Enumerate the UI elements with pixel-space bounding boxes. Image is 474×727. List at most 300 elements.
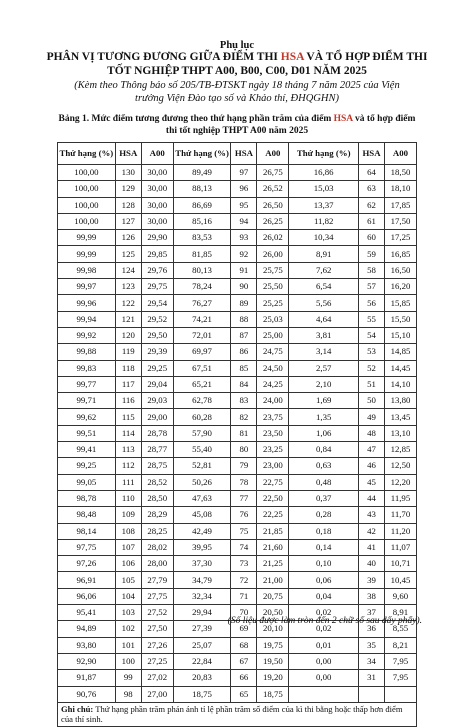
table-cell: 8,21: [384, 637, 416, 653]
table-cell: [384, 686, 416, 702]
table-cell: 24,75: [257, 344, 289, 360]
table-cell: 18,50: [384, 165, 416, 181]
table-cell: 68: [231, 637, 257, 653]
header-rank-1: Thứ hạng (%): [58, 143, 116, 165]
table-cell: 30,00: [141, 197, 173, 213]
table-cell: 12,50: [384, 458, 416, 474]
table-cell: 29,85: [141, 246, 173, 262]
table-row: [58, 165, 417, 181]
table-cell: 3,14: [289, 344, 359, 360]
title-hsa: HSA: [280, 51, 304, 63]
table-cell: 99,51: [58, 425, 116, 441]
table-cell: 21,60: [257, 539, 289, 555]
table-cell: 16,85: [384, 246, 416, 262]
table-row: [58, 572, 417, 588]
table-row: [58, 393, 417, 409]
table-cell: 62: [359, 197, 385, 213]
table-cell: 30,00: [141, 213, 173, 229]
table-cell: 15,85: [384, 295, 416, 311]
table-cell: 67: [231, 653, 257, 669]
table-cell: 92,90: [58, 653, 116, 669]
table-cell: 107: [115, 539, 141, 555]
table-row: [58, 181, 417, 197]
table-cell: 34: [359, 653, 385, 669]
table-row: [58, 213, 417, 229]
table-cell: 45: [359, 474, 385, 490]
table-cell: 39: [359, 572, 385, 588]
table-cell: 14,10: [384, 376, 416, 392]
table-row: [58, 295, 417, 311]
table-cell: 1,69: [289, 393, 359, 409]
table-cell: 74,21: [173, 311, 231, 327]
table-cell: 97: [231, 165, 257, 181]
table-cell: 99,97: [58, 279, 116, 295]
table-cell: 15,10: [384, 327, 416, 343]
table-cell: 74: [231, 539, 257, 555]
table-cell: 28,25: [141, 523, 173, 539]
table-cell: 18,75: [173, 686, 231, 702]
header-rank-2: Thứ hạng (%): [173, 143, 231, 165]
table-cell: 79: [231, 458, 257, 474]
header-rank-3: Thứ hạng (%): [289, 143, 359, 165]
table-cell: 11,95: [384, 490, 416, 506]
table-cell: 57: [359, 279, 385, 295]
table-cell: 5,56: [289, 295, 359, 311]
table-cell: 29,54: [141, 295, 173, 311]
table-cell: 37,30: [173, 556, 231, 572]
table-cell: 65: [231, 686, 257, 702]
table-cell: 119: [115, 344, 141, 360]
table-cell: 0,48: [289, 474, 359, 490]
table-row: [58, 262, 417, 278]
table-cell: 25,07: [173, 637, 231, 653]
table-cell: 11,07: [384, 539, 416, 555]
table-cell: 99,92: [58, 327, 116, 343]
table-cell: 28,77: [141, 442, 173, 458]
table-cell: 7,95: [384, 653, 416, 669]
table-cell: 15,03: [289, 181, 359, 197]
table-cell: 57,90: [173, 425, 231, 441]
table-cell: 99,98: [58, 262, 116, 278]
title-part2: VÀ TỔ HỢP ĐIỂM THI TỐT NGHIỆP THPT A00, B00, C00, D01 NĂM 2025: [107, 51, 428, 77]
table-cell: 95,41: [58, 605, 116, 621]
table-cell: 28,00: [141, 556, 173, 572]
table-cell: 0,14: [289, 539, 359, 555]
table-cell: 89,49: [173, 165, 231, 181]
table-cell: 0,00: [289, 670, 359, 686]
table-cell: 20,50: [257, 605, 289, 621]
table-row: [58, 637, 417, 653]
table-cell: 23,00: [257, 458, 289, 474]
table-cell: 115: [115, 409, 141, 425]
table-cell: 2,10: [289, 376, 359, 392]
table-row: [58, 490, 417, 506]
table-cell: 25,75: [257, 262, 289, 278]
table-cell: 46: [359, 458, 385, 474]
appendix-label: Phụ lục: [219, 40, 255, 51]
table-cell: 7,95: [384, 670, 416, 686]
table-cell: 96,91: [58, 572, 116, 588]
table-cell: 16,86: [289, 165, 359, 181]
table-cell: 27,26: [141, 637, 173, 653]
table-cell: 54: [359, 327, 385, 343]
table-cell: 0,01: [289, 637, 359, 653]
table-cell: 27,52: [141, 605, 173, 621]
table-cell: 0,06: [289, 572, 359, 588]
table-cell: 16,50: [384, 262, 416, 278]
table-cell: 28,78: [141, 425, 173, 441]
table-cell: 62,78: [173, 393, 231, 409]
table-cell: 28,75: [141, 458, 173, 474]
table-cell: 0,84: [289, 442, 359, 458]
table-cell: 61: [359, 213, 385, 229]
table-cell: 91,87: [58, 670, 116, 686]
table-cell: 13,37: [289, 197, 359, 213]
table-cell: 55: [359, 311, 385, 327]
table-cell: 94,89: [58, 621, 116, 637]
table-cell: 0,02: [289, 621, 359, 637]
table-cell: 25,25: [257, 295, 289, 311]
table-cell: 26,00: [257, 246, 289, 262]
table-cell: 28,29: [141, 507, 173, 523]
table-cell: 99,83: [58, 360, 116, 376]
table-cell: 99: [115, 670, 141, 686]
table-cell: 71: [231, 588, 257, 604]
table-cell: 99,77: [58, 376, 116, 392]
table-cell: 70: [231, 605, 257, 621]
table-cell: 100,00: [58, 213, 116, 229]
table-cell: 48: [359, 425, 385, 441]
table-cell: 32,34: [173, 588, 231, 604]
table-cell: 29,75: [141, 279, 173, 295]
table-cell: 21,85: [257, 523, 289, 539]
table-cell: 127: [115, 213, 141, 229]
table-cell: 116: [115, 393, 141, 409]
table-row: [58, 523, 417, 539]
table-cell: 103: [115, 605, 141, 621]
table-row: [58, 230, 417, 246]
table-row: [58, 458, 417, 474]
table-cell: 60: [359, 230, 385, 246]
table-cell: 99,62: [58, 409, 116, 425]
table-cell: 118: [115, 360, 141, 376]
table-cell: 35: [359, 637, 385, 653]
table-cell: 99,88: [58, 344, 116, 360]
table-cell: 45,08: [173, 507, 231, 523]
table-cell: 82: [231, 409, 257, 425]
table-cell: 91: [231, 262, 257, 278]
table-cell: 58: [359, 262, 385, 278]
table-cell: 44: [359, 490, 385, 506]
footnote: (Số liệu được làm tròn đến 2 chữ số sau dấy phẩy).: [227, 616, 422, 626]
table-cell: 85,16: [173, 213, 231, 229]
table-row: [58, 539, 417, 555]
table-cell: 117: [115, 376, 141, 392]
table-cell: 18,75: [257, 686, 289, 702]
table-cell: 19,20: [257, 670, 289, 686]
table-cell: 55,40: [173, 442, 231, 458]
table-row: [58, 360, 417, 376]
table-cell: 0,04: [289, 588, 359, 604]
table-title-part2: và tổ hợp điểm thi tốt nghiệp THPT A00 năm 2025: [165, 114, 416, 136]
table-cell: 29,39: [141, 344, 173, 360]
table-cell: 13,80: [384, 393, 416, 409]
note-text: Thứ hạng phần trăm phản ánh tỉ lệ phần trăm số điểm của kì thi bằng hoặc thấp hơn điểm của thí sinh.: [61, 703, 403, 725]
table-cell: 87: [231, 327, 257, 343]
table-cell: 114: [115, 425, 141, 441]
table-cell: 47: [359, 442, 385, 458]
table-row: [58, 474, 417, 490]
table-cell: 93,80: [58, 637, 116, 653]
table-cell: 110: [115, 490, 141, 506]
table-cell: 29,94: [173, 605, 231, 621]
table-cell: 78,24: [173, 279, 231, 295]
table-cell: 75: [231, 523, 257, 539]
table-cell: 53: [359, 344, 385, 360]
table-cell: 27,79: [141, 572, 173, 588]
table-cell: 28,02: [141, 539, 173, 555]
table-cell: 99,71: [58, 393, 116, 409]
table-cell: 17,50: [384, 213, 416, 229]
table-cell: 36: [359, 621, 385, 637]
table-cell: 28,52: [141, 474, 173, 490]
table-cell: 96,06: [58, 588, 116, 604]
table-cell: 128: [115, 197, 141, 213]
table-cell: 100,00: [58, 165, 116, 181]
table-cell: 29,00: [141, 409, 173, 425]
table-cell: 112: [115, 458, 141, 474]
table-cell: 124: [115, 262, 141, 278]
table-cell: 13,45: [384, 409, 416, 425]
table-cell: 20,10: [257, 621, 289, 637]
table-cell: 72,01: [173, 327, 231, 343]
table-cell: 19,50: [257, 653, 289, 669]
table-cell: 22,50: [257, 490, 289, 506]
table-cell: 104: [115, 588, 141, 604]
table-cell: 64: [359, 165, 385, 181]
table-cell: 59: [359, 246, 385, 262]
table-cell: 19,75: [257, 637, 289, 653]
table-cell: 24,50: [257, 360, 289, 376]
table-cell: 10,34: [289, 230, 359, 246]
table-cell: 125: [115, 246, 141, 262]
table-row: [58, 686, 417, 702]
table-cell: 29,52: [141, 311, 173, 327]
table-cell: 63: [359, 181, 385, 197]
table-cell: 67,51: [173, 360, 231, 376]
table-cell: 3,81: [289, 327, 359, 343]
table-cell: 88: [231, 311, 257, 327]
table-cell: 29,50: [141, 327, 173, 343]
table-cell: 37: [359, 605, 385, 621]
table-header-row: [58, 143, 417, 165]
table-cell: 109: [115, 507, 141, 523]
table-cell: 27,25: [141, 653, 173, 669]
table-cell: 95: [231, 197, 257, 213]
table-cell: 6,54: [289, 279, 359, 295]
table-cell: 98,14: [58, 523, 116, 539]
table-cell: 1,35: [289, 409, 359, 425]
table-cell: 56: [359, 295, 385, 311]
table-cell: 27,75: [141, 588, 173, 604]
table-cell: 14,85: [384, 344, 416, 360]
table-cell: 100,00: [58, 197, 116, 213]
table-cell: 78: [231, 474, 257, 490]
table-cell: 106: [115, 556, 141, 572]
table-cell: 0,18: [289, 523, 359, 539]
table-cell: 21,25: [257, 556, 289, 572]
table-cell: 92: [231, 246, 257, 262]
table-cell: 99,41: [58, 442, 116, 458]
table-cell: 97,26: [58, 556, 116, 572]
table-cell: 100: [115, 653, 141, 669]
table-cell: 25,50: [257, 279, 289, 295]
table-cell: 11,20: [384, 523, 416, 539]
table-cell: 13,10: [384, 425, 416, 441]
table-cell: 22,25: [257, 507, 289, 523]
table-cell: 41: [359, 539, 385, 555]
header-hsa-1: HSA: [115, 143, 141, 165]
percentile-table: [57, 142, 417, 727]
table-row: [58, 588, 417, 604]
table-cell: 30,00: [141, 165, 173, 181]
table-cell: 14,45: [384, 360, 416, 376]
table-cell: 28,50: [141, 490, 173, 506]
table-cell: 26,50: [257, 197, 289, 213]
table-cell: 25,00: [257, 327, 289, 343]
table-cell: 98: [115, 686, 141, 702]
table-cell: 81: [231, 425, 257, 441]
table-title: [55, 114, 419, 137]
table-cell: 29,76: [141, 262, 173, 278]
table-cell: 10,71: [384, 556, 416, 572]
table-cell: 15,50: [384, 311, 416, 327]
table-cell: 10,45: [384, 572, 416, 588]
table-cell: 102: [115, 621, 141, 637]
table-cell: 1,06: [289, 425, 359, 441]
table-cell: 0,37: [289, 490, 359, 506]
table-cell: 23,75: [257, 409, 289, 425]
table-cell: 0,10: [289, 556, 359, 572]
header-a00-1: A00: [141, 143, 173, 165]
table-cell: 51: [359, 376, 385, 392]
note-cell: [58, 702, 417, 726]
table-cell: 0,63: [289, 458, 359, 474]
note-row: [58, 702, 417, 726]
table-cell: 30,00: [141, 181, 173, 197]
table-cell: 80,13: [173, 262, 231, 278]
table-cell: 16,20: [384, 279, 416, 295]
table-cell: 0,28: [289, 507, 359, 523]
table-row: [58, 311, 417, 327]
table-row: [58, 344, 417, 360]
table-cell: 26,25: [257, 213, 289, 229]
table-cell: 25,03: [257, 311, 289, 327]
table-cell: 29,04: [141, 376, 173, 392]
table-cell: 84: [231, 376, 257, 392]
table-cell: 8,91: [384, 605, 416, 621]
table-cell: 21,00: [257, 572, 289, 588]
table-cell: 88,13: [173, 181, 231, 197]
table-cell: 60,28: [173, 409, 231, 425]
table-cell: 29,25: [141, 360, 173, 376]
table-cell: 120: [115, 327, 141, 343]
table-cell: 86,69: [173, 197, 231, 213]
table-cell: 99,99: [58, 246, 116, 262]
table-cell: 17,85: [384, 197, 416, 213]
table-cell: 50,26: [173, 474, 231, 490]
table-cell: 129: [115, 181, 141, 197]
table-cell: 27,39: [173, 621, 231, 637]
table-cell: 24,00: [257, 393, 289, 409]
table-cell: 99,94: [58, 311, 116, 327]
table-cell: 43: [359, 507, 385, 523]
table-cell: 90,76: [58, 686, 116, 702]
table-cell: 26,02: [257, 230, 289, 246]
table-cell: 22,84: [173, 653, 231, 669]
table-cell: [359, 686, 385, 702]
document-subtitle: (Kèm theo Thông báo số 205/TB-ĐTSKT ngày 18 tháng 7 năm 2025 của Viện trưởng Viện Đào tạo số và Khảo thí, ĐHQGHN): [74, 80, 400, 104]
table-row: [58, 197, 417, 213]
table-cell: 101: [115, 637, 141, 653]
table-cell: [289, 686, 359, 702]
table-cell: 26,52: [257, 181, 289, 197]
table-cell: 47,63: [173, 490, 231, 506]
document-title: [38, 51, 436, 78]
table-cell: 100,00: [58, 181, 116, 197]
table-cell: 123: [115, 279, 141, 295]
table-cell: 96: [231, 181, 257, 197]
table-row: [58, 246, 417, 262]
table-cell: 93: [231, 230, 257, 246]
header-a00-2: A00: [257, 143, 289, 165]
table-cell: 108: [115, 523, 141, 539]
table-cell: 12,85: [384, 442, 416, 458]
table-cell: 23,50: [257, 425, 289, 441]
table-cell: 11,82: [289, 213, 359, 229]
table-cell: 52,81: [173, 458, 231, 474]
table-cell: 85: [231, 360, 257, 376]
table-cell: 126: [115, 230, 141, 246]
table-row: [58, 653, 417, 669]
table-cell: 12,20: [384, 474, 416, 490]
table-cell: 31: [359, 670, 385, 686]
table-cell: 122: [115, 295, 141, 311]
table-cell: 8,55: [384, 621, 416, 637]
table-cell: 89: [231, 295, 257, 311]
table-cell: 49: [359, 409, 385, 425]
table-row: [58, 376, 417, 392]
table-cell: 50: [359, 393, 385, 409]
table-cell: 0,02: [289, 605, 359, 621]
header-a00-3: A00: [384, 143, 416, 165]
table-cell: 105: [115, 572, 141, 588]
table-cell: 23,25: [257, 442, 289, 458]
table-cell: 22,75: [257, 474, 289, 490]
table-cell: 72: [231, 572, 257, 588]
table-cell: 9,60: [384, 588, 416, 604]
table-cell: 29,90: [141, 230, 173, 246]
table-cell: 99,25: [58, 458, 116, 474]
table-cell: 34,79: [173, 572, 231, 588]
table-cell: 39,95: [173, 539, 231, 555]
table-row: [58, 279, 417, 295]
table-cell: 29,03: [141, 393, 173, 409]
table-title-hsa: HSA: [333, 114, 353, 124]
table-cell: 17,25: [384, 230, 416, 246]
header-hsa-2: HSA: [231, 143, 257, 165]
table-row: [58, 556, 417, 572]
